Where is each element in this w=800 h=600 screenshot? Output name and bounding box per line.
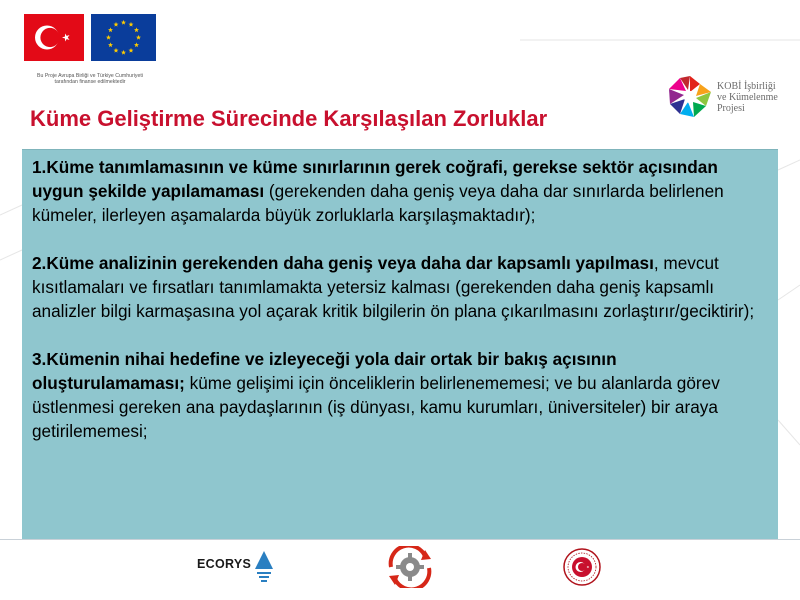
eu-star-icon — [134, 27, 139, 32]
challenge-item-1 — [32, 155, 768, 227]
ministry-seal-logo — [563, 548, 601, 586]
kobi-line-2: ve Kümelenme — [717, 92, 778, 103]
kobi-project-name — [717, 81, 797, 114]
eu-flag — [91, 14, 156, 61]
challenge-2-detail: , mevcut kısıtlamaları ve fırsatları tanımlamakta yetersiz kalması (gerekenden daha geniş kapsamlı analizler bilgi karmaşasına yol açarak kritik bilgilerin ön plana çıkarılmasını zorlaştırır/geciktirir); — [32, 253, 755, 321]
eu-star-icon — [108, 42, 113, 47]
challenge-3-heading: 3.Kümenin nihai hedefine ve izleyeceği yola dair ortak bir bakış açısının oluşturulamaması; — [32, 349, 617, 393]
eu-star-icon — [114, 48, 119, 53]
funding-disclaimer: Bu Proje Avrupa Birliği ve Türkiye Cumhuriyeti tarafından finanse edilmektedir — [37, 73, 143, 86]
eu-star-icon — [108, 27, 113, 32]
ecorys-logo — [197, 551, 277, 585]
eu-star-icon — [121, 20, 126, 25]
slide-title: Küme Geliştirme Sürecinde Karşılaşılan Zorluklar — [30, 106, 548, 131]
challenge-item-3 — [32, 347, 768, 443]
kobi-line-3: Projesi — [717, 103, 745, 114]
challenge-1-heading: 1.Küme tanımlamasının ve küme sınırlarının gerek coğrafi, gerekse sektör açısından uygun şekilde yapılamaması — [32, 157, 718, 201]
challenge-2-heading: 2.Küme analizinin gerekenden daha geniş veya daha dar kapsamlı yapılması — [32, 253, 654, 273]
gear-logo — [385, 546, 435, 588]
turkey-flag — [24, 14, 84, 61]
kobi-line-1: KOBİ İşbirliği — [717, 81, 776, 92]
eu-star-icon — [129, 22, 134, 27]
content-box — [22, 149, 778, 540]
eu-star-icon — [129, 48, 134, 53]
eu-stars-icon — [91, 14, 156, 61]
eu-star-icon — [121, 50, 126, 55]
kobi-project-logo — [666, 74, 714, 120]
eu-star-icon — [134, 42, 139, 47]
ecorys-label: ECORYS — [197, 557, 252, 571]
crescent-star-icon — [24, 14, 84, 61]
challenge-3-detail: küme gelişimi için önceliklerin belirlenememesi; ve bu alanlarda görev üstlenmesi gereken ana paydaşlarının (iş dünyası, kamu kurumları, üniversiteler) bir araya getirilememesi; — [32, 373, 720, 441]
ecorys-triangle-icon — [255, 551, 273, 585]
challenge-item-2 — [32, 251, 768, 323]
eu-star-icon — [114, 22, 119, 27]
eu-star-icon — [106, 35, 111, 40]
challenge-1-detail: (gerekenden daha geniş veya daha dar sınırlarda belirlenen kümeler, ilerleyen aşamalarda büyük zorluklarla karşılaşmaktadır); — [32, 181, 724, 225]
footer-divider — [0, 539, 800, 540]
eu-star-icon — [136, 35, 141, 40]
